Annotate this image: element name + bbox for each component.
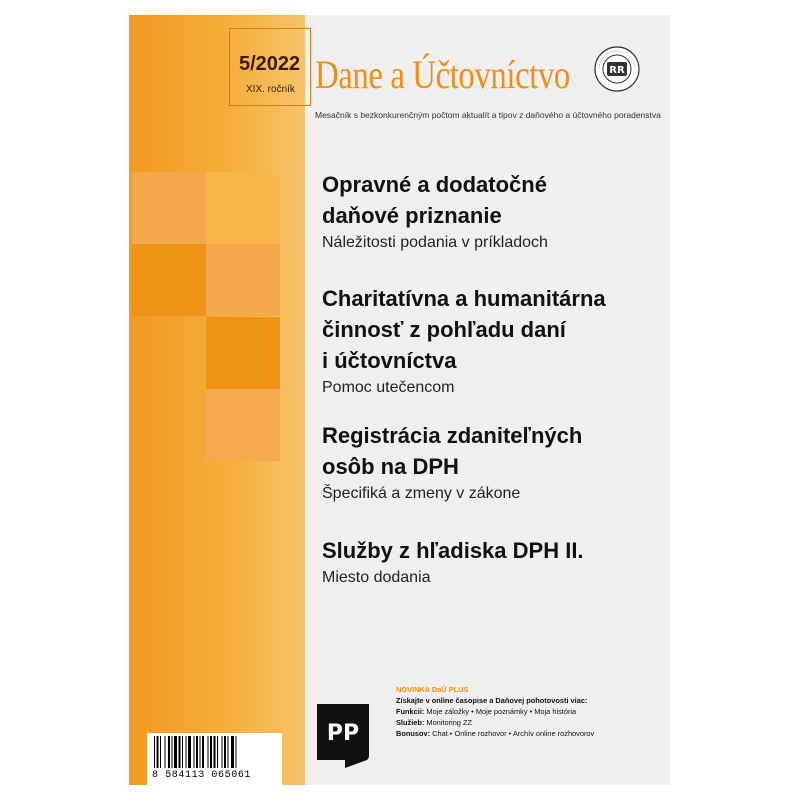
article-2-subtitle: Pomoc utečencom — [322, 379, 455, 396]
barcode-bar — [174, 736, 177, 768]
promo-headline: NOVINKA DaÚ PLUS — [396, 685, 469, 694]
magazine-title: Dane a Účtovníctvo — [315, 52, 570, 97]
barcode-bar — [217, 736, 218, 768]
barcode-bar — [228, 736, 229, 768]
barcode-bar — [202, 736, 204, 768]
decor-tile — [206, 317, 280, 389]
barcode-bar — [224, 736, 226, 768]
barcode-bar — [214, 736, 216, 768]
promo-line-label: Služieb: — [396, 718, 425, 727]
barcode-bar — [194, 736, 195, 768]
svg-text:RR: RR — [609, 65, 625, 76]
article-4-title — [322, 535, 662, 566]
promo-line-value: Chat • Online rozhovor • Archív online rozhovorov — [432, 729, 595, 738]
decor-tile — [206, 244, 280, 316]
promo-line-label: Funkcii: — [396, 707, 425, 716]
barcode-bar — [196, 736, 198, 768]
article-3-title-line-2: osôb na DPH — [322, 454, 459, 479]
article-3-title-line-1: Registrácia zdaniteľných — [322, 423, 583, 448]
barcode — [147, 733, 282, 785]
article-4 — [322, 535, 662, 590]
promo-subhead: Získajte v online časopise a Daňovej pohotovosti viac: — [396, 696, 588, 705]
barcode-bar — [172, 736, 173, 768]
promo-box — [396, 684, 594, 739]
article-2-title-line-3: i účtovníctva — [322, 348, 457, 373]
promo-line-value: Monitoring ZZ — [426, 718, 472, 727]
article-1-subtitle: Náležitosti podania v príkladoch — [322, 234, 548, 251]
article-4-title-line-1: Služby z hľadiska DPH II. — [322, 538, 584, 563]
article-3 — [322, 420, 662, 506]
magazine-tagline: Mesačník s bezkonkurenčným počtom aktualít a tipov z daňového a účtovného poradenstva — [315, 110, 661, 120]
barcode-bar — [179, 736, 181, 768]
barcode-bar — [160, 736, 161, 768]
article-3-subtitle: Špecifiká a zmeny v zákone — [322, 485, 521, 502]
barcode-bar — [188, 736, 191, 768]
promo-line-bonuses — [396, 728, 594, 739]
barcode-bar — [186, 736, 187, 768]
barcode-bar — [200, 736, 201, 768]
barcode-bar — [222, 736, 223, 768]
article-3-title — [322, 420, 662, 482]
decor-tile — [206, 389, 280, 461]
promo-line-functions — [396, 706, 594, 717]
barcode-number: 8 584113 065061 — [152, 770, 252, 781]
article-4-subtitle: Miesto dodania — [322, 569, 431, 586]
barcode-bars-icon — [152, 736, 277, 768]
issue-number: 5/2022 — [239, 53, 301, 75]
article-1-title — [322, 169, 662, 231]
article-2-title-line-2: činnosť z pohľadu daní — [322, 317, 566, 342]
pp-publisher-logo-icon — [315, 702, 371, 770]
promo-line-services — [396, 717, 594, 728]
orange-side-strip — [129, 15, 305, 785]
volume-label: XIX. ročník — [246, 84, 295, 95]
barcode-bar — [210, 736, 212, 768]
decor-tile — [132, 172, 206, 244]
barcode-bar — [168, 736, 170, 768]
barcode-bar — [182, 736, 183, 768]
decor-tile — [206, 172, 280, 244]
article-2-title-line-1: Charitatívna a humanitárna — [322, 286, 606, 311]
barcode-bar — [154, 736, 155, 768]
article-2 — [322, 283, 662, 400]
barcode-bar — [231, 736, 234, 768]
barcode-bar — [165, 736, 166, 768]
promo-line-label: Bonusov: — [396, 729, 431, 738]
article-1 — [322, 169, 662, 255]
decor-tile — [132, 244, 206, 316]
article-2-title — [322, 283, 662, 376]
promo-line-value: Moje záložky • Moje poznámky • Moja história — [426, 707, 577, 716]
article-1-title-line-2: daňové priznanie — [322, 203, 502, 228]
barcode-bar — [208, 736, 209, 768]
rady-a-riesenia-seal-icon — [593, 45, 641, 93]
article-1-title-line-1: Opravné a dodatočné — [322, 172, 547, 197]
svg-text:PP: PP — [326, 721, 360, 746]
barcode-bar — [157, 736, 159, 768]
barcode-bar — [236, 736, 237, 768]
magazine-cover — [129, 15, 670, 785]
